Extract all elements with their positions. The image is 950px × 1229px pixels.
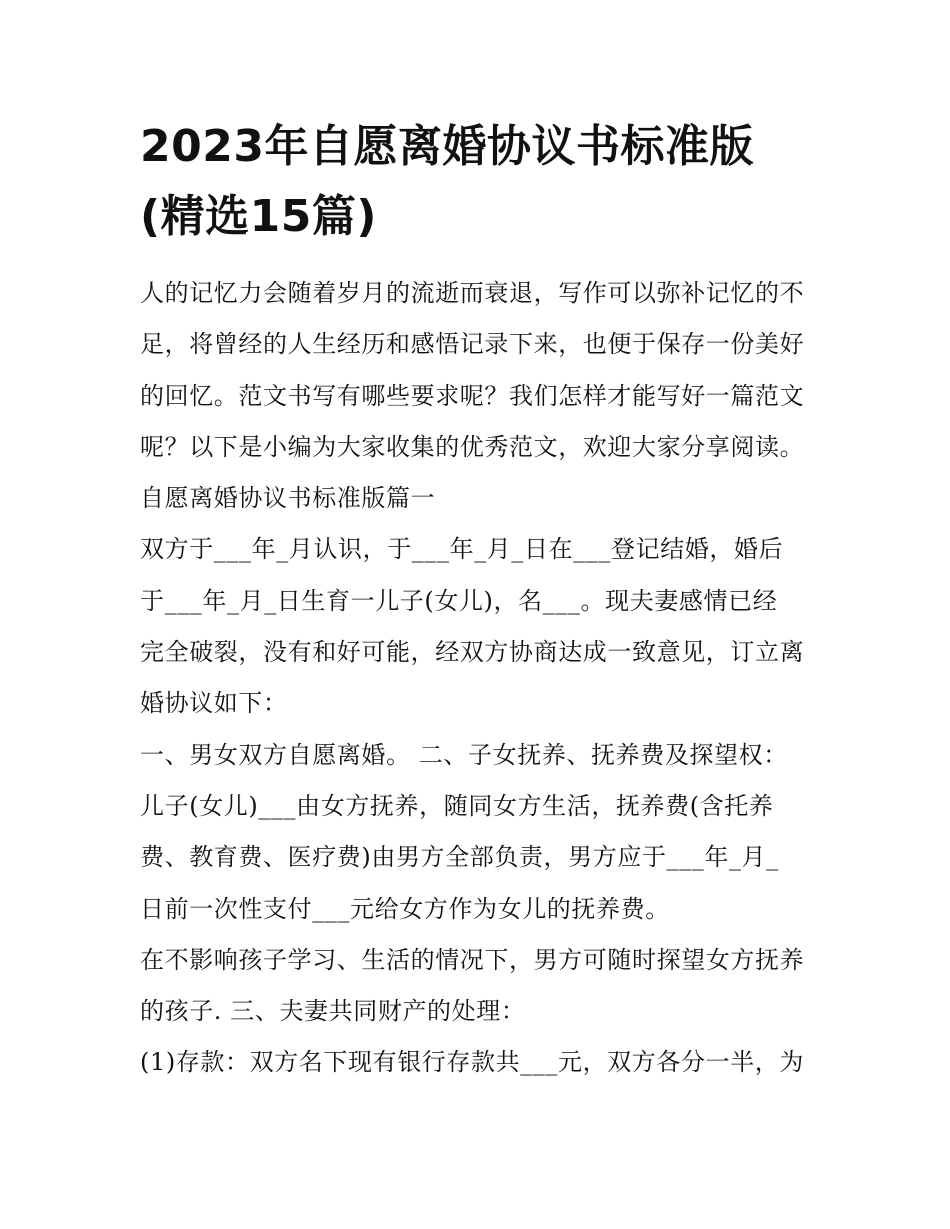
text-line: 在不影响孩子学习、生活的情况下，男方可随时探望女方抚养 — [140, 945, 805, 974]
section-heading: 自愿离婚协议书标准版篇一 — [140, 484, 436, 513]
text-line: 婚协议如下： — [140, 689, 288, 718]
text-line: 费、教育费、医疗费)由男方全部负责，男方应于___年_月_ — [140, 843, 779, 872]
text-line: 双方于___年_月认识，于___年_月_日在___登记结婚，婚后 — [140, 535, 784, 564]
text-line: 完全破裂，没有和好可能，经双方协商达成一致意见，订立离 — [140, 638, 805, 667]
text-line: 一、男女双方自愿离婚。 二、子女抚养、抚养费及探望权： — [140, 740, 788, 769]
document-page — [140, 112, 815, 1089]
title-line-2: (精选15篇) — [140, 191, 377, 242]
text-line: (1)存款：双方名下现有银行存款共___元，双方各分一半，为 — [140, 1048, 804, 1077]
text-line: 的回忆。范文书写有哪些要求呢？我们怎样才能写好一篇范文 — [140, 381, 805, 410]
text-line: 日前一次性支付___元给女方作为女儿的抚养费。 — [140, 894, 670, 923]
text-line: 的孩子. 三、夫妻共同财产的处理： — [140, 997, 526, 1026]
title-line-1: 2023年自愿离婚协议书标准版 — [140, 121, 754, 172]
text-line: 人的记忆力会随着岁月的流逝而衰退，写作可以弥补记忆的不 — [140, 279, 805, 307]
text-line: 于___年_月_日生育一儿子(女儿)，名___。现夫妻感情已经 — [140, 586, 778, 615]
text-line: 呢？以下是小编为大家收集的优秀范文，欢迎大家分享阅读。 — [140, 432, 805, 461]
text-line: 足，将曾经的人生经历和感悟记录下来，也便于保存一份美好 — [140, 330, 805, 359]
document-title — [140, 112, 815, 252]
document-body — [140, 268, 815, 1089]
text-line: 儿子(女儿)___由女方抚养，随同女方生活，抚养费(含托养 — [140, 791, 774, 820]
